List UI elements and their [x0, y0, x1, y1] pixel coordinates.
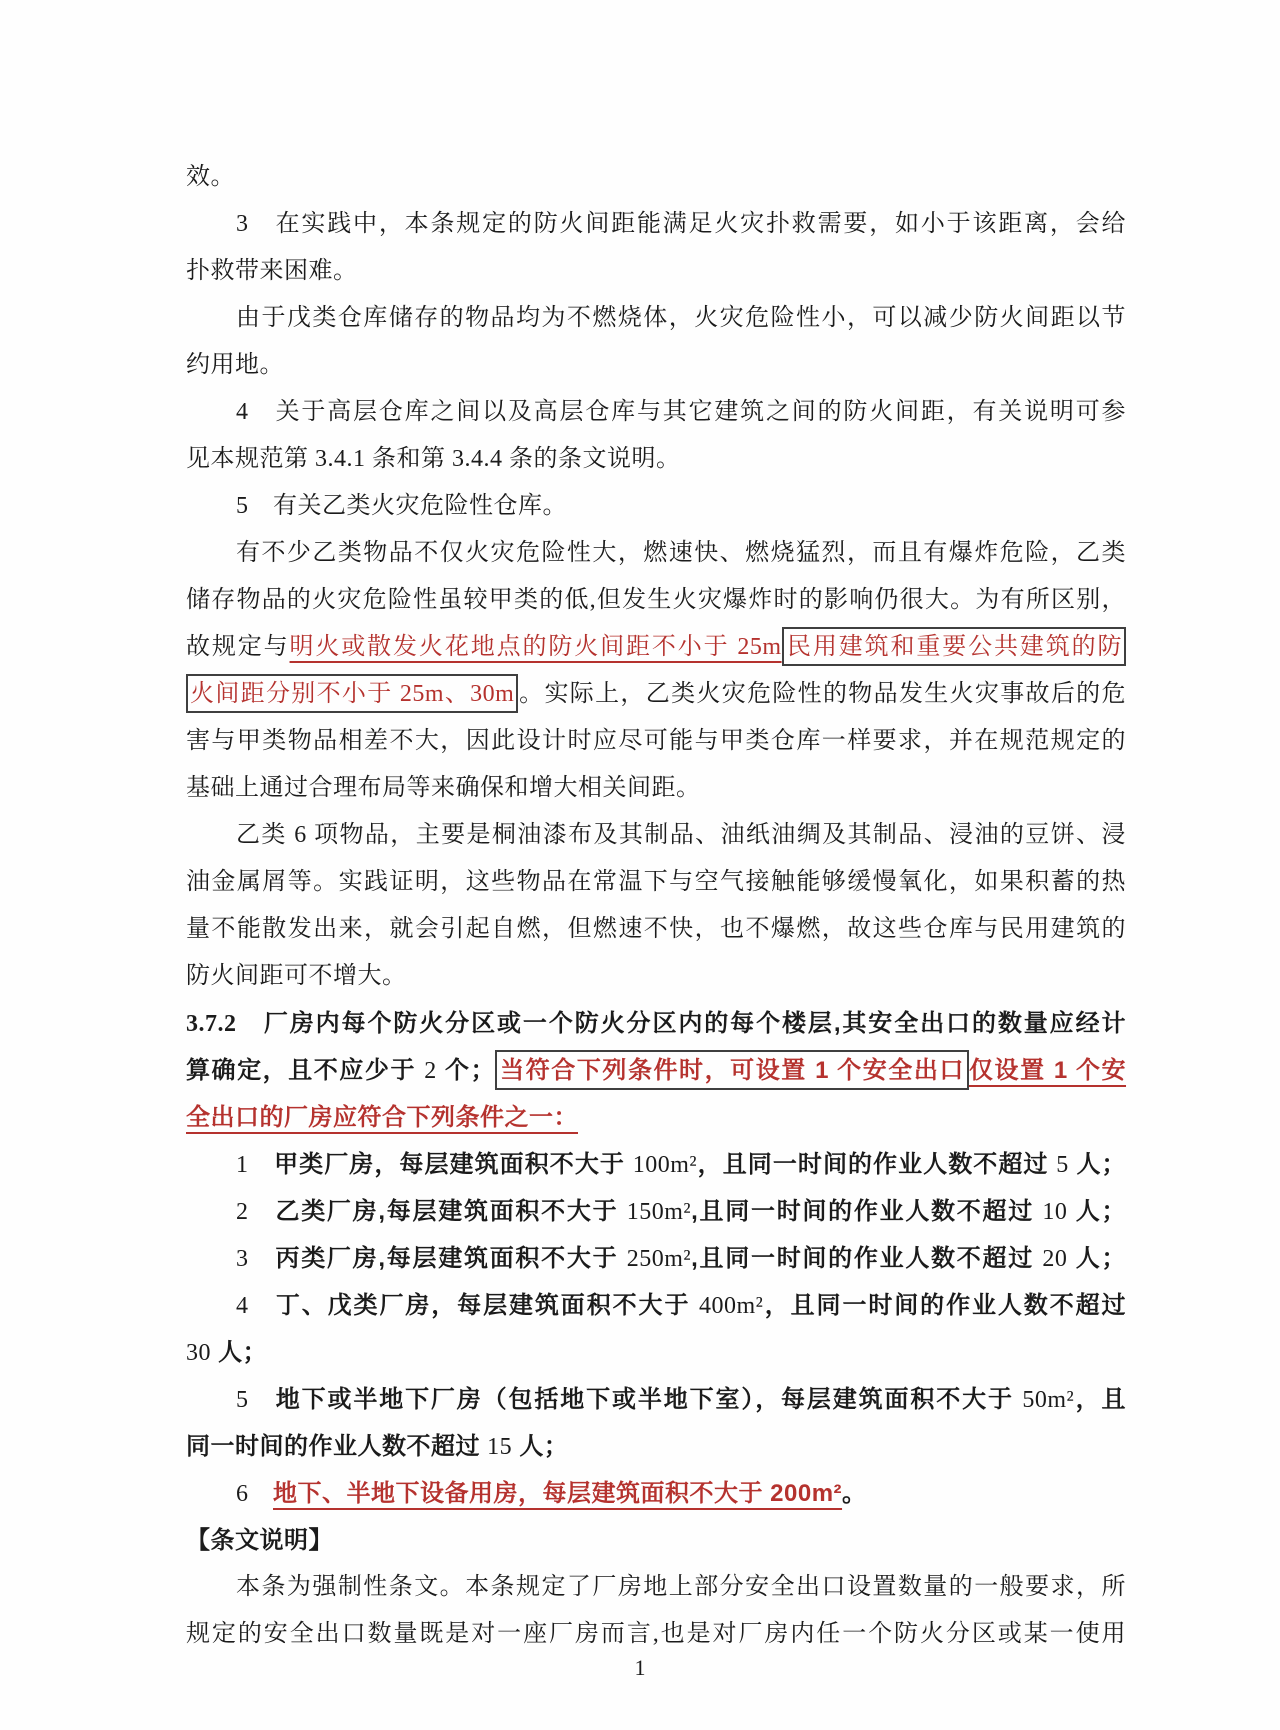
text-run: 甲类厂房，每层建筑面积不大于 [274, 1151, 633, 1178]
text-line [186, 1188, 1126, 1235]
text-run: 400m² [698, 1293, 764, 1319]
text-run: 基础上通过合理布局等来确保和增大相关间距。 [186, 775, 701, 801]
revision-inserted-text: 明火或散发火花地点的防火间距不小于 25m [289, 634, 782, 660]
revision-inserted-text: 地下、半地下设备用房，每层建筑面积不大于 200m² [273, 1480, 843, 1507]
text-run: 3 在实践中，本条规定的防火间距能满足火灾扑救需要，如小于该距离，会给 [236, 211, 1126, 237]
text-run: 防火间距可不增大。 [186, 963, 407, 989]
text-run: 储存物品的火灾危险性虽较甲类的低,但发生火灾爆炸时的影响仍很大。为有所区别， [186, 587, 1126, 613]
text-line [186, 1376, 1126, 1423]
text-run: ，且 [1074, 1386, 1126, 1413]
text-run: 效。 [186, 164, 235, 190]
text-line [186, 1470, 1126, 1517]
text-line [186, 1423, 1126, 1470]
text-run: 。实际上，乙类火灾危险性的物品发生火灾事故后的危 [518, 681, 1126, 707]
text-line [186, 624, 1126, 671]
text-run: 50m² [1022, 1387, 1075, 1413]
text-line [186, 1235, 1126, 1282]
text-line [186, 295, 1126, 342]
text-run: 厂房内每个防火分区或一个防火分区内的每个楼层,其安全出口的数量应经计 [236, 1010, 1126, 1037]
text-run: 2 [236, 1199, 276, 1225]
text-run: 有不少乙类物品不仅火灾危险性大，燃速快、燃烧猛烈，而且有爆炸危险，乙类 [236, 540, 1126, 566]
text-run: 250m² [626, 1246, 692, 1272]
text-run: 人； [211, 1339, 268, 1366]
text-line [186, 765, 1126, 812]
text-run: 5 有关乙类火灾危险性仓库。 [236, 493, 567, 519]
text-run: 3.7.2 [186, 1011, 237, 1037]
text-line [186, 1000, 1126, 1047]
text-run: ，且同一时间的作业人数不超过 [697, 1151, 1057, 1178]
text-run: 150m² [626, 1199, 692, 1225]
text-line [186, 342, 1126, 389]
text-run: 20 [1042, 1246, 1068, 1272]
text-run: 5 [236, 1387, 276, 1413]
text-line [186, 1047, 1126, 1094]
text-run: 人； [512, 1433, 569, 1460]
text-line [186, 154, 1126, 201]
text-run: 。 [842, 1480, 867, 1507]
text-line [186, 1329, 1126, 1376]
text-line [186, 812, 1126, 859]
text-run: 本条为强制性条文。本条规定了厂房地上部分安全出口设置数量的一般要求，所 [236, 1574, 1126, 1600]
text-run: ，且同一时间的作业人数不超过 [763, 1292, 1127, 1319]
text-line [186, 1517, 1126, 1564]
text-run: 5 [1056, 1152, 1069, 1178]
text-line [186, 859, 1126, 906]
text-line [186, 577, 1126, 624]
text-run: 15 [487, 1434, 513, 1460]
text-run: 地下或半地下厂房（包括地下或半地下室），每层建筑面积不大于 [275, 1386, 1023, 1413]
text-run: 3 [236, 1246, 276, 1272]
text-run: 丙类厂房,每层建筑面积不大于 [275, 1245, 627, 1272]
text-line [186, 1282, 1126, 1329]
text-run: 2 [424, 1058, 437, 1084]
text-line [186, 906, 1126, 953]
revision-boxed-text: 当符合下列条件时，可设置 1 个安全出口 [495, 1050, 969, 1090]
text-run: 油金属屑等。实践证明，这些物品在常温下与空气接触能够缓慢氧化，如果积蓄的热 [186, 869, 1126, 895]
text-run: 约用地。 [186, 352, 284, 378]
text-run: 4 [236, 1293, 276, 1319]
text-run: 由于戊类仓库储存的物品均为不燃烧体，火灾危险性小，可以减少防火间距以节 [236, 305, 1126, 331]
text-run: 故规定与 [186, 634, 290, 660]
revision-boxed-text: 火间距分别不小于 25m、30m [186, 674, 518, 713]
text-line [186, 953, 1126, 1000]
text-line [186, 436, 1126, 483]
page-number: 1 [634, 1655, 646, 1680]
text-run: 4 关于高层仓库之间以及高层仓库与其它建筑之间的防火间距，有关说明可参 [236, 399, 1126, 425]
text-run: 算确定，且不应少于 [186, 1057, 425, 1084]
text-run: 100m² [632, 1152, 698, 1178]
text-run: 人； [1067, 1198, 1126, 1225]
text-run: ,且同一时间的作业人数不超过 [691, 1245, 1043, 1272]
document-body [186, 154, 1126, 1658]
text-run: ,且同一时间的作业人数不超过 [691, 1198, 1043, 1225]
text-line [186, 248, 1126, 295]
text-run: 丁、戊类厂房，每层建筑面积不大于 [275, 1292, 699, 1319]
text-line [186, 483, 1126, 530]
text-run: 10 [1042, 1199, 1068, 1225]
text-line [186, 1094, 1126, 1141]
text-run: 【条文说明】 [186, 1527, 333, 1554]
text-run: 人； [1067, 1245, 1126, 1272]
text-run: 个； [436, 1057, 496, 1084]
text-run: 1 [236, 1152, 275, 1178]
text-run: 量不能散发出来，就会引起自燃，但燃速不快，也不爆燃，故这些仓库与民用建筑的 [186, 916, 1126, 942]
text-line [186, 718, 1126, 765]
text-run: 乙类厂房,每层建筑面积不大于 [275, 1198, 627, 1225]
text-run: 人； [1068, 1151, 1127, 1178]
text-line [186, 1141, 1126, 1188]
revision-inserted-text: 仅设置 1 个安 [968, 1057, 1127, 1084]
text-line [186, 389, 1126, 436]
text-run: 害与甲类物品相差不大，因此设计时应尽可能与甲类仓库一样要求，并在规范规定的 [186, 728, 1126, 754]
text-run: 乙类 6 项物品，主要是桐油漆布及其制品、油纸油绸及其制品、浸油的豆饼、浸 [236, 822, 1126, 848]
text-line [186, 1611, 1126, 1658]
text-run: 扑救带来困难。 [186, 258, 358, 284]
revision-inserted-text: 全出口的厂房应符合下列条件之一： [186, 1104, 578, 1131]
revision-boxed-text: 民用建筑和重要公共建筑的防 [782, 627, 1126, 666]
text-run: 6 [236, 1481, 273, 1507]
text-line [186, 530, 1126, 577]
text-line [186, 671, 1126, 718]
text-line [186, 201, 1126, 248]
text-run: 见本规范第 3.4.1 条和第 3.4.4 条的条文说明。 [186, 446, 681, 472]
text-line [186, 1564, 1126, 1611]
text-run: 30 [186, 1340, 211, 1366]
text-run: 规定的安全出口数量既是对一座厂房而言,也是对厂房内任一个防火分区或某一使用 [186, 1621, 1126, 1647]
text-run: 同一时间的作业人数不超过 [186, 1433, 488, 1460]
